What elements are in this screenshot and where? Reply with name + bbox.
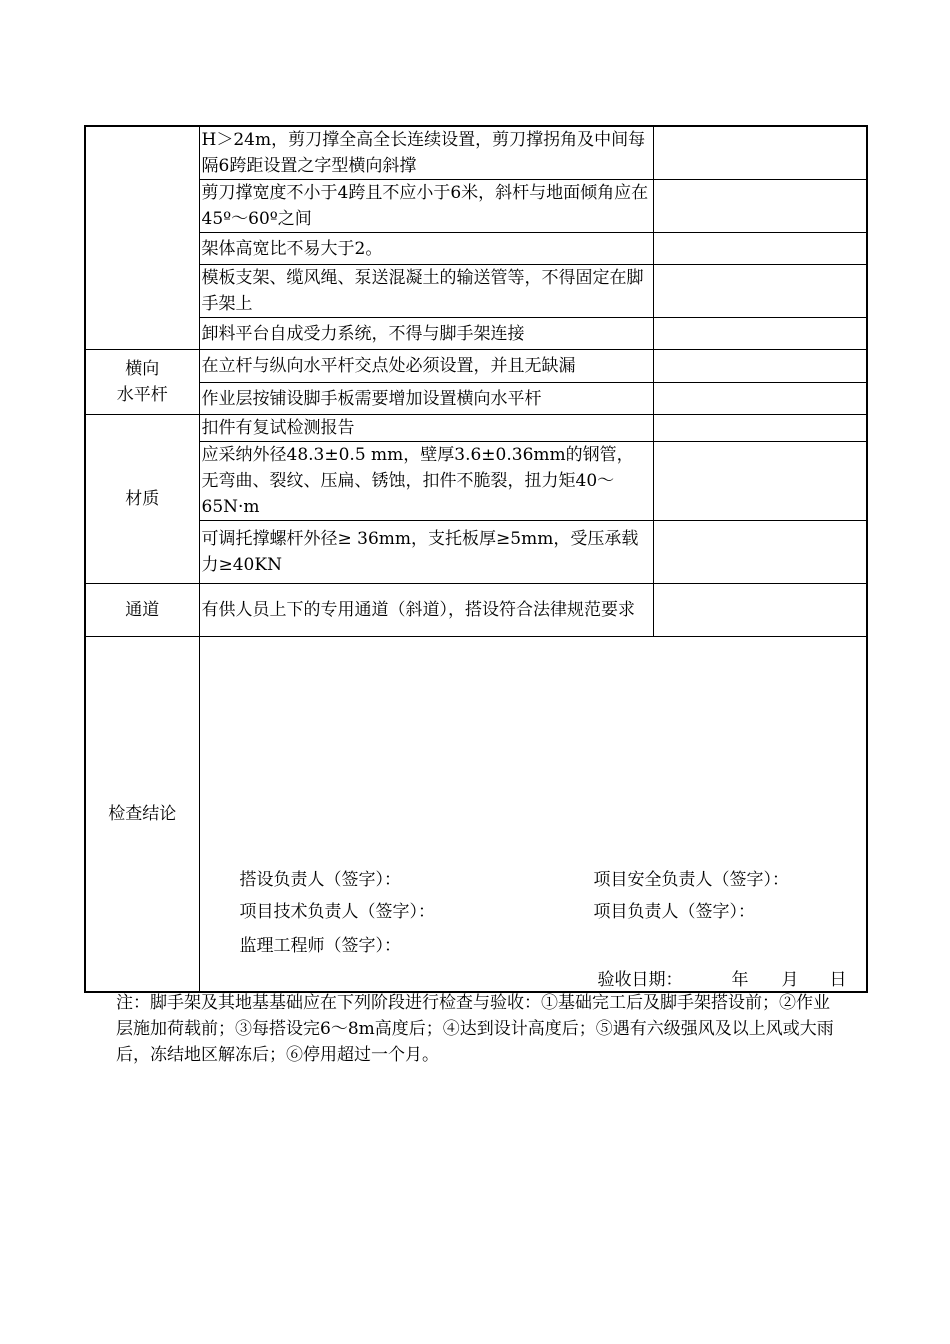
inspection-table: [84, 125, 868, 993]
date-day-label: 日: [829, 970, 847, 990]
date-month-label: 月: [781, 970, 799, 990]
category-crossbar-line2: 水平杆: [116, 385, 168, 405]
table-row-item: 卸料平台自成受力系统，不得与脚手架连接: [199, 318, 653, 350]
category-passage: 通道: [85, 584, 199, 637]
result-cell[interactable]: [653, 383, 867, 415]
result-cell[interactable]: [653, 521, 867, 584]
table-row-item: 剪刀撑宽度不小于4跨且不应小于6米，斜杆与地面倾角应在45º～60º之间: [199, 180, 653, 233]
table-row-item: 架体高宽比不易大于2。: [199, 233, 653, 265]
supervisor-signature-label: 监理工程师（签字）：: [239, 936, 401, 956]
result-cell[interactable]: [653, 584, 867, 637]
result-cell[interactable]: [653, 415, 867, 442]
table-row-item: H＞24m，剪刀撑全高全长连续设置，剪刀撑拐角及中间每隔6跨距设置之字型横向斜撑: [199, 126, 653, 180]
footnote: 注：脚手架及其地基基础应在下列阶段进行检查与验收：①基础完工后及脚手架搭设前；②作业层施加荷载前；③每搭设完6～8m高度后；④达到设计高度后；⑤遇有六级强风及以上风或大雨后，冻结地区解冻后；⑥停用超过一个月。: [116, 993, 834, 1065]
conclusion-body: [200, 637, 867, 991]
category-material: 材质: [85, 415, 199, 584]
result-cell[interactable]: [653, 350, 867, 383]
date-year-label: 年: [731, 970, 749, 990]
result-cell[interactable]: [653, 442, 867, 521]
result-cell[interactable]: [653, 265, 867, 318]
table-row-item: 可调托撑螺杆外径≥ 36mm，支托板厚≥5mm，受压承载力≥40KN: [199, 521, 653, 584]
result-cell[interactable]: [653, 180, 867, 233]
safety-manager-signature-label: 项目安全负责人（签字）：: [593, 870, 789, 890]
category-cell-bracing: [85, 126, 199, 350]
table-row-item: 模板支架、缆风绳、泵送混凝土的输送管等，不得固定在脚手架上: [199, 265, 653, 318]
table-row-item: 扣件有复试检测报告: [199, 415, 653, 442]
acceptance-date-label: 验收日期：: [597, 970, 683, 990]
category-crossbar-line1: 横向: [125, 359, 160, 379]
table-row-item: 应采纳外径48.3±0.5 mm，壁厚3.6±0.36mm的钢管，无弯曲、裂纹、压扁、锈蚀，扣件不脆裂，扭力矩40～65N·m: [199, 442, 653, 521]
category-crossbar: [85, 350, 199, 415]
table-row-item: 作业层按铺设脚手板需要增加设置横向水平杆: [199, 383, 653, 415]
project-manager-signature-label: 项目负责人（签字）：: [593, 902, 755, 922]
result-cell[interactable]: [653, 126, 867, 180]
erector-signature-label: 搭设负责人（签字）：: [239, 870, 401, 890]
category-conclusion: 检查结论: [85, 637, 199, 993]
result-cell[interactable]: [653, 318, 867, 350]
result-cell[interactable]: [653, 233, 867, 265]
tech-manager-signature-label: 项目技术负责人（签字）：: [239, 902, 435, 922]
table-row-item: 有供人员上下的专用通道（斜道），搭设符合法律规范要求: [199, 584, 653, 637]
conclusion-area[interactable]: [199, 637, 867, 993]
table-row-item: 在立杆与纵向水平杆交点处必须设置，并且无缺漏: [199, 350, 653, 383]
